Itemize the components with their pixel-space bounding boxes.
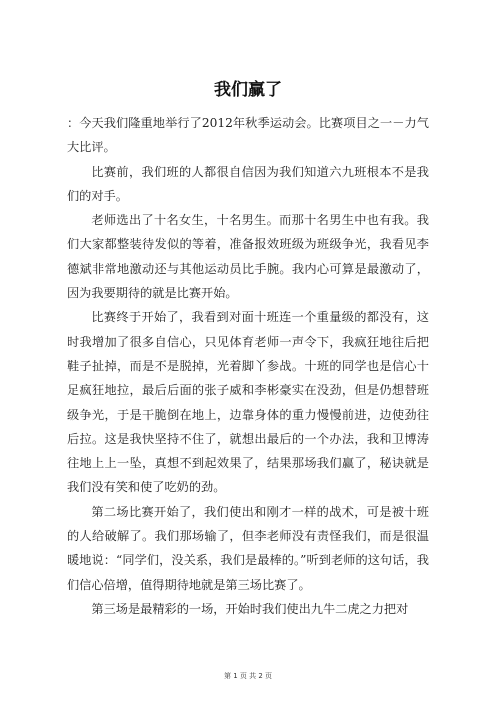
paragraph: 第二场比赛开始了，我们使出和刚才一样的战术，可是被十班的人给破解了。我们那场输了，但李老师没有责怪我们，而是很温暖地说：“同学们，没关系，我们是最棒的。”听到老师的这句话，我们信心倍增，值得期待地就是第三场比赛了。 [67,504,429,592]
paragraph: 比赛前，我们班的人都很自信因为我们知道六九班根本不是我们的对手。 [67,164,429,203]
paragraph: ：今天我们隆重地举行了2012年秋季运动会。比赛项目之一－力气大比评。 [67,116,429,155]
paragraph: 第三场是最精彩的一场，开始时我们使出九牛二虎之力把对 [91,601,409,616]
paragraph: 老师选出了十名女生，十名男生。而那十名男生中也有我。我们大家都整装待发似的等着，准备报效班级为班级争光，我看见李德斌非常地激动还与其他运动员比手腕。我内心可算是最激动了，因为我要期待的就是比赛开始。 [67,213,429,301]
page-number-footer: 第 1 页 共 2 页 [223,672,273,680]
document-body [67,111,429,621]
document-title: 我们赢了 [214,80,282,100]
paragraph: 比赛终于开始了，我看到对面十班连一个重量级的都没有，这时我增加了很多自信心，只见体育老师一声令下，我疯狂地往后把鞋子扯掉，而是不是脱掉，光着脚丫参战。十班的同学也是信心十足疯狂地拉，最后后面的张子威和李彬豪实在没劲，但是仍想替班级争光，于是干脆倒在地上，边靠身体的重力慢慢前进，边使劲往后拉。这是我快坚持不住了，就想出最后的一个办法，我和卫博涛往地上上一坠，真想不到起效果了，结果那场我们赢了，秘诀就是我们没有笑和使了吃奶的劲。 [67,310,429,495]
